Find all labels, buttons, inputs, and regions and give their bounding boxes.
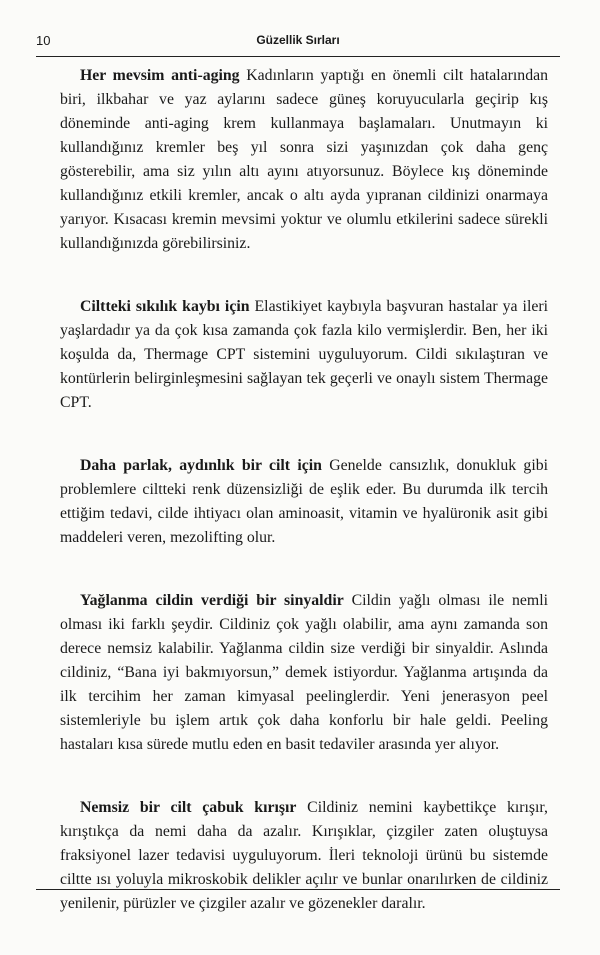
paragraph-anti-aging [60,64,548,256]
paragraph-text: Cildin yağlı olması ile nemli olması iki farklı şeydir. Cildiniz çok yağlı olabilir, ama aynı zamanda son derece nemsiz kalabilir. Yağlanma cildin size verdiği bir sinyaldir. Aslında cildiniz, “Bana iyi bakmıyorsun,” demek istiyordur. Yağlanma artışında da ilk tercihim her zaman kimyasal peelinglerdir. Yeni jenerasyon peel sistemleriyle bu işlem artık çok daha konforlu bir hale geldi. Peeling hastaları kısa sürede mutlu eden en basit tedaviler arasında yer alıyor. [60,592,548,753]
paragraph-bright-skin [60,454,548,550]
page-number: 10 [36,33,51,48]
running-title: Güzellik Sırları [256,33,340,47]
paragraph-text: Genelde cansızlık, donukluk gibi problemlere ciltteki renk düzensizliği de eşlik eder. Bu durumda ilk tercih ettiğim tedavi, cilde ihtiyacı olan aminoasit, vitamin ve hyalüronik asit gibi maddeleri veren, mezolifting olur. [60,457,548,546]
paragraph-firmness [60,295,548,415]
paragraph-text: Kadınların yaptığı en önemli cilt hatalarından biri, ilkbahar ve yaz aylarını sadece güneş koruyucularla geçirip kış döneminde anti-aging krem kullanmaya başlamaları. Unutmayın ki kullandığınız kremler beş yıl sonra sizi yaşınızdan çok daha genç gösterebilir, ama siz yılın altı ayını atıyorsunuz. Böylece kış döneminde kullandığınız etkili kremler, ancak o altı ayda yıpranan cildinizi onarmaya yarıyor. Kısacası kremin mevsimi yoktur ve olumlu etkilerini sadece sürekli kullandığınızda görebilirsiniz. [60,67,549,252]
paragraph-heading: Daha parlak, aydınlık bir cilt için [80,457,322,474]
paragraph-heading: Ciltteki sıkılık kaybı için [80,298,250,315]
footer-rule [36,889,560,890]
paragraph-text: Elastikiyet kaybıyla başvuran hastalar ya ileri yaşlardadır ya da çok kısa zamanda çok fazla kilo vermişlerdir. Ben, her iki koşulda da, Thermage CPT sistemini uyguluyorum. Cildi sıkılaştıran ve kontürlerin belirginleşmesini sağlayan tek geçerli ve onaylı sistem Thermage CPT. [60,298,548,411]
paragraph-heading: Yağlanma cildin verdiği bir sinyaldir [80,592,344,609]
paragraph-dry-skin [60,796,548,916]
paragraph-heading: Nemsiz bir cilt çabuk kırışır [80,799,297,816]
paragraph-heading: Her mevsim anti-aging [80,67,240,84]
page-body [60,64,548,955]
page-header [36,30,560,52]
header-rule [36,56,560,57]
paragraph-oiliness [60,589,548,757]
paragraph-text: Cildiniz nemini kaybettikçe kırışır, kırıştıkça da nemi daha da azalır. Kırışıklar, çizgiler zaten oluştuysa fraksiyonel lazer tedavisi uyguluyorum. İleri teknoloji ürünü bu sistemde ciltte ısı yoluyla mikroskobik delikler açılır ve bunlar onarılırken de cildiniz yenilenir, pürüzler ve çizgiler azalır ve gözenekler daralır. [60,799,549,912]
